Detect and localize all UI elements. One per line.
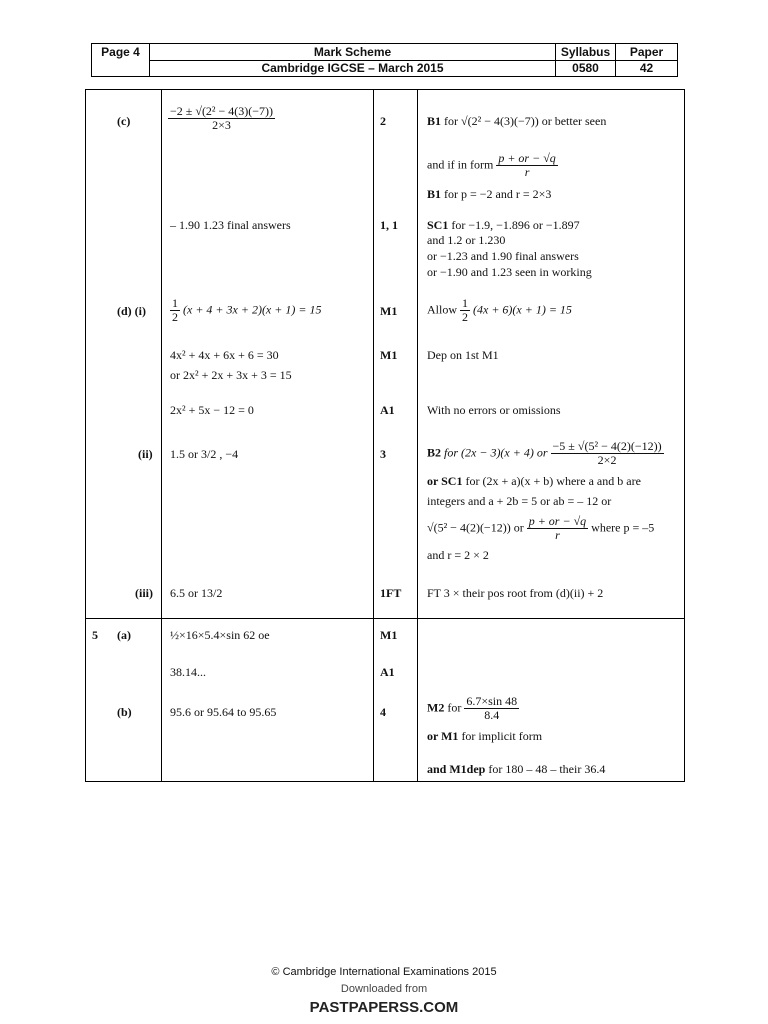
note-5b-2 <box>427 729 542 743</box>
note-c-sc-2: and 1.2 or 1.230 <box>427 233 506 247</box>
note-5b-m2-pre: for <box>447 700 462 715</box>
answer-c-numerator: −2 ± √(2² − 4(3)(−7)) <box>170 104 274 118</box>
note-d-i-1-expr: (4x + 6)(x + 1) = 15 <box>473 302 572 317</box>
note-d-ii-1 <box>427 440 664 467</box>
note-d-ii-l4-den: r <box>555 528 560 542</box>
note-5b-m2: M2 <box>427 700 445 715</box>
answer-d-ii: 1.5 or 3/2 , −4 <box>170 447 239 461</box>
header-table <box>91 43 678 77</box>
note-c-2-numerator: p + or − √q <box>498 151 556 165</box>
mark-d-i-3: A1 <box>380 403 395 417</box>
note-c-sc-line1: for −1.9, −1.896 or −1.897 <box>451 218 580 232</box>
part-label-d-iii: (iii) <box>135 586 153 600</box>
page-number: Page 4 <box>101 45 140 59</box>
note-5b-m1dep-text: for 180 – 48 – their 36.4 <box>488 762 606 776</box>
note-d-i-2: Dep on 1st M1 <box>427 348 499 362</box>
note-d-ii-l4: √(5² − 4(2)(−12)) or <box>427 520 524 535</box>
note-c-sc-1 <box>427 218 580 232</box>
answer-5b: 95.6 or 95.64 to 95.65 <box>170 705 277 719</box>
note-c-1-text: for √(2² − 4(3)(−7)) or better seen <box>444 114 607 128</box>
paper-number: 42 <box>639 61 654 75</box>
mark-c-1: 2 <box>380 114 386 128</box>
note-c-sc-3: or −1.23 and 1.90 final answers <box>427 249 579 263</box>
note-d-ii-4 <box>427 515 654 542</box>
note-c-3-code: B1 <box>427 187 442 201</box>
answer-d-i-1-expr: (x + 4 + 3x + 2)(x + 1) = 15 <box>183 302 322 317</box>
note-c-2-denominator: r <box>524 165 530 179</box>
note-c-sc-4: or −1.90 and 1.23 seen in working <box>427 265 592 279</box>
mark-d-iii: 1FT <box>380 586 402 600</box>
mark-d-i-2: M1 <box>380 348 398 362</box>
note-d-ii-2 <box>427 474 641 488</box>
note-d-i-1: Allow $\frac{1}{2}$ (4x + 6)(x + 1) = 15 <box>427 296 572 324</box>
mark-d-ii: 3 <box>380 447 386 461</box>
answer-d-i-1: $\frac{1}{2}$ (x + 4 + 3x + 2)(x + 1) = 15 <box>172 296 322 324</box>
answer-d-i-2a: 4x² + 4x + 6x + 6 = 30 <box>170 348 279 362</box>
note-d-i-3: With no errors or omissions <box>427 403 561 417</box>
note-d-ii-l4-post: where p = –5 <box>591 520 655 535</box>
question-number-5: 5 <box>92 628 98 642</box>
note-c-1 <box>427 114 606 128</box>
note-d-iii: FT 3 × their pos root from (d)(ii) + 2 <box>427 586 604 600</box>
note-c-2-pre: and if in form <box>427 157 494 172</box>
part-label-c: (c) <box>117 114 131 128</box>
answer-c-denominator: 2×3 <box>212 118 231 132</box>
answer-d-iii: 6.5 or 13/2 <box>170 586 223 600</box>
mark-5a-2: A1 <box>380 665 395 679</box>
mark-5b: 4 <box>380 705 386 719</box>
note-5b-m1: or M1 <box>427 729 459 743</box>
part-label-5b: (b) <box>117 705 132 719</box>
note-d-ii-l1: for (2x − 3)(x + 4) or <box>444 445 548 460</box>
answer-d-i-2b: or 2x² + 2x + 3x + 3 = 15 <box>170 368 292 382</box>
copyright-notice: © Cambridge International Examinations 2015 <box>271 966 497 978</box>
paper-label: Paper <box>629 45 664 59</box>
document-subtitle: Cambridge IGCSE – March 2015 <box>261 61 444 75</box>
answer-c-final: – 1.90 1.23 final answers <box>170 218 291 232</box>
note-c-2 <box>427 152 558 179</box>
note-5b-m1dep: and M1dep <box>427 762 486 776</box>
answer-d-i-3: 2x² + 5x − 12 = 0 <box>170 403 254 417</box>
answer-5a-2: 38.14... <box>170 665 206 679</box>
note-d-ii-3: integers and a + 2b = 5 or ab = – 12 or <box>427 494 612 508</box>
note-d-ii-b2: B2 <box>427 445 442 460</box>
syllabus-label: Syllabus <box>560 45 611 59</box>
note-d-i-1-pre: Allow <box>427 302 457 317</box>
note-5b-m1-text: for implicit form <box>461 729 543 743</box>
part-label-5a: (a) <box>117 628 131 642</box>
note-c-1-code: B1 <box>427 114 442 128</box>
note-d-ii-l1-den: 2×2 <box>597 453 617 467</box>
note-5b-den: 8.4 <box>484 708 500 722</box>
note-c-3-text: for p = −2 and r = 2×3 <box>444 187 552 201</box>
note-d-ii-sc1: or SC1 <box>427 474 463 488</box>
note-d-ii-l4-num: p + or − √q <box>528 514 587 528</box>
answer-c-fraction <box>168 105 275 132</box>
document-title: Mark Scheme <box>313 45 392 59</box>
answer-5a-1: ½×16×5.4×sin 62 oe <box>170 628 270 642</box>
download-source-label: Downloaded from <box>340 983 428 995</box>
note-c-3 <box>427 187 551 201</box>
part-label-d-i: (d) (i) <box>117 304 146 318</box>
mark-d-i-1: M1 <box>380 304 398 318</box>
note-5b-1 <box>427 695 519 722</box>
site-link[interactable]: PASTPAPERSS.COM <box>309 999 459 1016</box>
note-5b-num: 6.7×sin 48 <box>466 694 518 708</box>
part-label-d-ii: (ii) <box>138 447 153 461</box>
note-d-ii-l1-num: −5 ± √(5² − 4(2)(−12)) <box>552 439 662 453</box>
note-d-ii-l2: for (2x + a)(x + b) where a and b are <box>465 474 641 488</box>
note-5b-3 <box>427 762 605 776</box>
note-c-sc-code: SC1 <box>427 218 449 232</box>
mark-c-2: 1, 1 <box>380 218 398 232</box>
note-d-ii-5: and r = 2 × 2 <box>427 548 489 562</box>
syllabus-code: 0580 <box>572 61 599 75</box>
mark-5a-1: M1 <box>380 628 398 642</box>
